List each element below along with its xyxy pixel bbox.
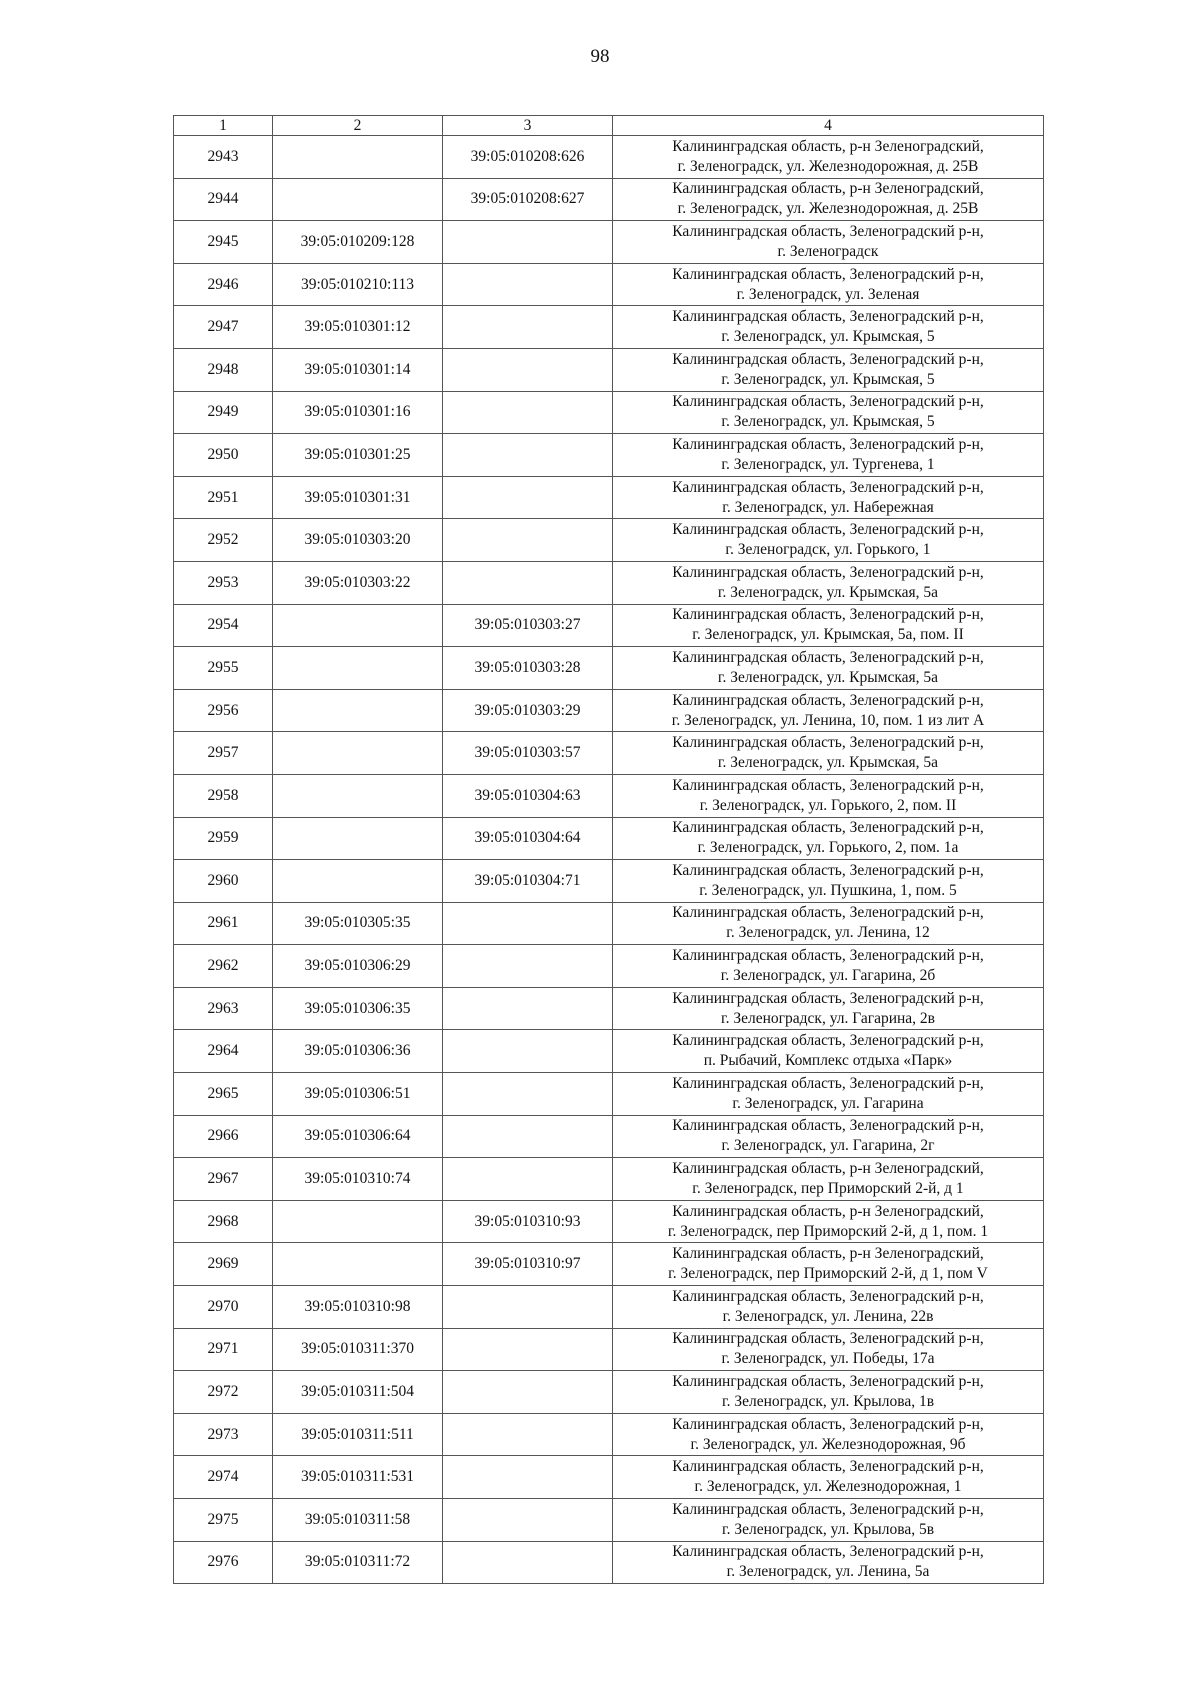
- cadastral-number-cell: 39:05:010303:57: [443, 732, 613, 775]
- address-line: г. Зеленоградск, ул. Пушкина, 1, пом. 5: [699, 881, 957, 899]
- cadastral-number-cell: [273, 604, 443, 647]
- address-line: Калининградская область, Зеленоградский р-н,: [672, 1330, 984, 1348]
- address-line: Калининградская область, Зеленоградский р-н,: [672, 521, 984, 539]
- address-cell: [613, 519, 1044, 562]
- cadastral-number-cell: [443, 1286, 613, 1329]
- row-number-cell: 2962: [174, 945, 273, 988]
- address-line: Калининградская область, Зеленоградский р-н,: [672, 435, 984, 453]
- cadastral-number-cell: [443, 1115, 613, 1158]
- address-line: Калининградская область, Зеленоградский р-н,: [672, 478, 984, 496]
- address-line: г. Зеленоградск, ул. Железнодорожная, д. 25В: [677, 200, 979, 218]
- address-cell: [613, 221, 1044, 264]
- cadastral-number-cell: [443, 306, 613, 349]
- address-line: Калининградская область, Зеленоградский р-н,: [672, 563, 984, 581]
- cadastral-number-cell: 39:05:010304:71: [443, 860, 613, 903]
- address-line: Калининградская область, р-н Зеленоградский,: [672, 1202, 984, 1220]
- table-row: [174, 561, 1044, 604]
- row-number-cell: 2963: [174, 987, 273, 1030]
- table-row: [174, 136, 1044, 179]
- address-line: Калининградская область, Зеленоградский р-н,: [672, 1373, 984, 1391]
- table-row: [174, 306, 1044, 349]
- table-row: [174, 221, 1044, 264]
- table-row: [174, 1499, 1044, 1542]
- cadastral-number-cell: [443, 1073, 613, 1116]
- row-number-cell: 2950: [174, 434, 273, 477]
- row-number-cell: 2958: [174, 774, 273, 817]
- address-cell: [613, 945, 1044, 988]
- address-line: Калининградская область, р-н Зеленоградский,: [672, 180, 984, 198]
- table-row: [174, 391, 1044, 434]
- address-line: Калининградская область, Зеленоградский р-н,: [672, 904, 984, 922]
- table-row: [174, 1413, 1044, 1456]
- table-row: [174, 774, 1044, 817]
- address-line: г. Зеленоградск, ул. Тургенева, 1: [721, 455, 935, 473]
- row-number-cell: 2947: [174, 306, 273, 349]
- row-number-cell: 2949: [174, 391, 273, 434]
- row-number-cell: 2965: [174, 1073, 273, 1116]
- address-cell: [613, 348, 1044, 391]
- address-line: Калининградская область, Зеленоградский р-н,: [672, 819, 984, 837]
- cadastral-number-cell: [443, 1456, 613, 1499]
- table-row: [174, 1371, 1044, 1414]
- row-number-cell: 2954: [174, 604, 273, 647]
- address-cell: [613, 1413, 1044, 1456]
- column-header: 3: [443, 116, 613, 136]
- table-row: [174, 476, 1044, 519]
- address-line: г. Зеленоградск: [777, 242, 879, 260]
- cadastral-number-cell: 39:05:010311:531: [273, 1456, 443, 1499]
- address-line: г. Зеленоградск, ул. Крымская, 5: [721, 413, 935, 431]
- table-row: [174, 1286, 1044, 1329]
- address-line: Калининградская область, Зеленоградский р-н,: [672, 308, 984, 326]
- table-row: [174, 1328, 1044, 1371]
- table-row: [174, 1115, 1044, 1158]
- cadastral-number-cell: 39:05:010301:31: [273, 476, 443, 519]
- row-number-cell: 2975: [174, 1499, 273, 1542]
- address-line: п. Рыбачий, Комплекс отдыха «Парк»: [703, 1052, 953, 1070]
- address-line: г. Зеленоградск, ул. Ленина, 10, пом. 1 из лит А: [671, 711, 985, 729]
- cadastral-number-cell: 39:05:010311:504: [273, 1371, 443, 1414]
- table-row: [174, 348, 1044, 391]
- address-line: г. Зеленоградск, ул. Ленина, 22в: [722, 1307, 934, 1325]
- row-number-cell: 2970: [174, 1286, 273, 1329]
- cadastral-number-cell: [273, 774, 443, 817]
- cadastral-number-cell: [443, 434, 613, 477]
- address-line: Калининградская область, Зеленоградский р-н,: [672, 734, 984, 752]
- row-number-cell: 2959: [174, 817, 273, 860]
- table-row: [174, 1030, 1044, 1073]
- row-number-cell: 2964: [174, 1030, 273, 1073]
- cadastral-number-cell: 39:05:010208:627: [443, 178, 613, 221]
- address-line: Калининградская область, р-н Зеленоградский,: [672, 137, 984, 155]
- address-line: г. Зеленоградск, пер Приморский 2-й, д 1: [692, 1180, 964, 1198]
- cadastral-number-cell: 39:05:010304:63: [443, 774, 613, 817]
- address-cell: [613, 1286, 1044, 1329]
- address-cell: [613, 1200, 1044, 1243]
- row-number-cell: 2973: [174, 1413, 273, 1456]
- address-line: г. Зеленоградск, ул. Гагарина, 2б: [720, 967, 936, 985]
- cadastral-number-cell: [273, 1200, 443, 1243]
- cadastral-number-cell: 39:05:010311:370: [273, 1328, 443, 1371]
- address-line: г. Зеленоградск, ул. Победы, 17а: [721, 1350, 935, 1368]
- address-line: Калининградская область, р-н Зеленоградский,: [672, 1160, 984, 1178]
- cadastral-number-cell: 39:05:010311:72: [273, 1541, 443, 1584]
- address-cell: [613, 1541, 1044, 1584]
- address-line: Калининградская область, Зеленоградский р-н,: [672, 265, 984, 283]
- table-row: [174, 1200, 1044, 1243]
- cadastral-number-cell: 39:05:010311:511: [273, 1413, 443, 1456]
- address-cell: [613, 136, 1044, 179]
- row-number-cell: 2943: [174, 136, 273, 179]
- address-line: г. Зеленоградск, ул. Гагарина: [732, 1094, 924, 1112]
- address-cell: [613, 1456, 1044, 1499]
- cadastral-number-cell: [443, 348, 613, 391]
- cadastral-number-cell: [443, 987, 613, 1030]
- row-number-cell: 2976: [174, 1541, 273, 1584]
- address-line: Калининградская область, Зеленоградский р-н,: [672, 1074, 984, 1092]
- cadastral-number-cell: 39:05:010306:29: [273, 945, 443, 988]
- address-line: г. Зеленоградск, ул. Набережная: [722, 498, 934, 516]
- cadastral-number-cell: 39:05:010306:36: [273, 1030, 443, 1073]
- row-number-cell: 2961: [174, 902, 273, 945]
- cadastral-number-cell: 39:05:010306:35: [273, 987, 443, 1030]
- row-number-cell: 2960: [174, 860, 273, 903]
- address-line: Калининградская область, Зеленоградский р-н,: [672, 1287, 984, 1305]
- address-cell: [613, 178, 1044, 221]
- table-row: [174, 1073, 1044, 1116]
- address-line: г. Зеленоградск, ул. Крымская, 5а: [717, 583, 939, 601]
- table-row: [174, 817, 1044, 860]
- address-line: г. Зеленоградск, ул. Крымская, 5: [721, 370, 935, 388]
- cadastral-number-cell: 39:05:010303:27: [443, 604, 613, 647]
- cadastral-number-cell: [443, 263, 613, 306]
- address-line: Калининградская область, Зеленоградский р-н,: [672, 1543, 984, 1561]
- address-line: г. Зеленоградск, ул. Горького, 2, пом. 1а: [697, 839, 959, 857]
- address-cell: [613, 476, 1044, 519]
- cadastral-number-cell: 39:05:010303:29: [443, 689, 613, 732]
- cadastral-number-cell: 39:05:010310:97: [443, 1243, 613, 1286]
- address-line: г. Зеленоградск, ул. Гагарина, 2г: [721, 1137, 935, 1155]
- address-line: Калининградская область, Зеленоградский р-н,: [672, 1117, 984, 1135]
- address-line: Калининградская область, Зеленоградский р-н,: [672, 1500, 984, 1518]
- address-line: Калининградская область, Зеленоградский р-н,: [672, 776, 984, 794]
- address-line: Калининградская область, Зеленоградский р-н,: [672, 606, 984, 624]
- address-line: Калининградская область, Зеленоградский р-н,: [672, 1458, 984, 1476]
- cadastral-number-cell: 39:05:010210:113: [273, 263, 443, 306]
- address-line: Калининградская область, Зеленоградский р-н,: [672, 691, 984, 709]
- cadastral-number-cell: 39:05:010303:20: [273, 519, 443, 562]
- page-number: 98: [590, 46, 610, 67]
- cadastral-number-cell: [273, 136, 443, 179]
- cadastral-number-cell: 39:05:010305:35: [273, 902, 443, 945]
- address-cell: [613, 774, 1044, 817]
- address-line: г. Зеленоградск, ул. Крымская, 5а: [717, 668, 939, 686]
- cadastral-number-cell: 39:05:010310:98: [273, 1286, 443, 1329]
- cadastral-number-cell: 39:05:010209:128: [273, 221, 443, 264]
- header-row: [174, 116, 1044, 136]
- address-cell: [613, 987, 1044, 1030]
- address-line: г. Зеленоградск, ул. Крымская, 5а, пом. II: [692, 626, 964, 644]
- cadastral-number-cell: [443, 476, 613, 519]
- cadastral-number-cell: 39:05:010301:16: [273, 391, 443, 434]
- address-line: Калининградская область, Зеленоградский р-н,: [672, 947, 984, 965]
- address-line: Калининградская область, Зеленоградский р-н,: [672, 393, 984, 411]
- address-cell: [613, 391, 1044, 434]
- cadastral-number-cell: [443, 1413, 613, 1456]
- table-row: [174, 1158, 1044, 1201]
- cadastral-number-cell: [273, 647, 443, 690]
- address-cell: [613, 263, 1044, 306]
- table-row: [174, 1243, 1044, 1286]
- address-cell: [613, 1371, 1044, 1414]
- address-line: Калининградская область, Зеленоградский р-н,: [672, 1415, 984, 1433]
- cadastral-number-cell: 39:05:010310:74: [273, 1158, 443, 1201]
- address-line: Калининградская область, Зеленоградский р-н,: [672, 989, 984, 1007]
- cadastral-number-cell: [443, 902, 613, 945]
- address-line: г. Зеленоградск, ул. Ленина, 12: [726, 924, 930, 942]
- row-number-cell: 2971: [174, 1328, 273, 1371]
- cadastral-number-cell: [443, 391, 613, 434]
- row-number-cell: 2974: [174, 1456, 273, 1499]
- address-cell: [613, 1073, 1044, 1116]
- row-number-cell: 2945: [174, 221, 273, 264]
- row-number-cell: 2955: [174, 647, 273, 690]
- row-number-cell: 2969: [174, 1243, 273, 1286]
- column-header: 1: [174, 116, 273, 136]
- address-cell: [613, 1115, 1044, 1158]
- table-row: [174, 860, 1044, 903]
- cadastral-number-cell: 39:05:010303:28: [443, 647, 613, 690]
- address-cell: [613, 902, 1044, 945]
- row-number-cell: 2953: [174, 561, 273, 604]
- table-header: [174, 116, 1044, 136]
- cadastral-number-cell: [273, 817, 443, 860]
- cadastral-number-cell: 39:05:010311:58: [273, 1499, 443, 1542]
- address-line: г. Зеленоградск, ул. Крымская, 5а: [717, 754, 939, 772]
- cadastral-number-cell: [443, 1158, 613, 1201]
- address-cell: [613, 860, 1044, 903]
- address-line: Калининградская область, Зеленоградский р-н,: [672, 222, 984, 240]
- address-line: г. Зеленоградск, ул. Горького, 1: [725, 541, 931, 559]
- cadastral-number-cell: [273, 732, 443, 775]
- table-row: [174, 263, 1044, 306]
- cadastral-number-cell: [273, 1243, 443, 1286]
- row-number-cell: 2957: [174, 732, 273, 775]
- address-line: г. Зеленоградск, ул. Зеленая: [736, 285, 920, 303]
- address-line: Калининградская область, Зеленоградский р-н,: [672, 861, 984, 879]
- address-cell: [613, 1158, 1044, 1201]
- address-line: г. Зеленоградск, ул. Горького, 2, пом. II: [699, 796, 957, 814]
- row-number-cell: 2948: [174, 348, 273, 391]
- row-number-cell: 2972: [174, 1371, 273, 1414]
- cadastral-number-cell: [443, 221, 613, 264]
- cadastral-number-cell: [443, 1030, 613, 1073]
- address-line: г. Зеленоградск, ул. Железнодорожная, 1: [694, 1478, 962, 1496]
- row-number-cell: 2946: [174, 263, 273, 306]
- address-line: Калининградская область, р-н Зеленоградский,: [672, 1245, 984, 1263]
- cadastral-number-cell: [273, 860, 443, 903]
- address-cell: [613, 561, 1044, 604]
- cadastral-number-cell: 39:05:010310:93: [443, 1200, 613, 1243]
- row-number-cell: 2952: [174, 519, 273, 562]
- address-line: г. Зеленоградск, пер Приморский 2-й, д 1, пом V: [668, 1265, 988, 1283]
- address-cell: [613, 306, 1044, 349]
- cadastral-number-cell: [443, 1541, 613, 1584]
- column-header: 2: [273, 116, 443, 136]
- table-row: [174, 604, 1044, 647]
- cadastral-number-cell: [443, 1328, 613, 1371]
- table-body: [174, 136, 1044, 1584]
- table-row: [174, 902, 1044, 945]
- address-line: г. Зеленоградск, ул. Крылова, 5в: [721, 1520, 935, 1538]
- address-line: г. Зеленоградск, ул. Железнодорожная, 9б: [690, 1435, 966, 1453]
- table-row: [174, 519, 1044, 562]
- cadastral-number-cell: 39:05:010301:14: [273, 348, 443, 391]
- cadastral-number-cell: [273, 689, 443, 732]
- table-row: [174, 732, 1044, 775]
- address-cell: [613, 817, 1044, 860]
- address-cell: [613, 647, 1044, 690]
- cadastral-number-cell: 39:05:010301:25: [273, 434, 443, 477]
- cadastral-number-cell: 39:05:010304:64: [443, 817, 613, 860]
- cadastral-number-cell: 39:05:010301:12: [273, 306, 443, 349]
- address-line: Калининградская область, Зеленоградский р-н,: [672, 648, 984, 666]
- address-line: Калининградская область, Зеленоградский р-н,: [672, 350, 984, 368]
- address-line: г. Зеленоградск, ул. Ленина, 5а: [726, 1563, 930, 1581]
- address-line: г. Зеленоградск, ул. Железнодорожная, д. 25В: [677, 157, 979, 175]
- address-line: г. Зеленоградск, ул. Гагарина, 2в: [721, 1009, 935, 1027]
- cadastral-number-cell: [443, 561, 613, 604]
- address-line: г. Зеленоградск, ул. Крылова, 1в: [721, 1393, 935, 1411]
- row-number-cell: 2944: [174, 178, 273, 221]
- table-row: [174, 647, 1044, 690]
- address-cell: [613, 434, 1044, 477]
- registry-table: [173, 115, 1044, 1584]
- column-header: 4: [613, 116, 1044, 136]
- table-row: [174, 178, 1044, 221]
- address-line: г. Зеленоградск, пер Приморский 2-й, д 1, пом. 1: [667, 1222, 989, 1240]
- table-row: [174, 1541, 1044, 1584]
- row-number-cell: 2956: [174, 689, 273, 732]
- row-number-cell: 2968: [174, 1200, 273, 1243]
- address-cell: [613, 1030, 1044, 1073]
- cadastral-number-cell: [443, 1371, 613, 1414]
- table-row: [174, 434, 1044, 477]
- cadastral-number-cell: 39:05:010306:51: [273, 1073, 443, 1116]
- cadastral-number-cell: 39:05:010303:22: [273, 561, 443, 604]
- row-number-cell: 2967: [174, 1158, 273, 1201]
- table-row: [174, 987, 1044, 1030]
- address-cell: [613, 604, 1044, 647]
- address-cell: [613, 1243, 1044, 1286]
- row-number-cell: 2966: [174, 1115, 273, 1158]
- address-line: г. Зеленоградск, ул. Крымская, 5: [721, 328, 935, 346]
- row-number-cell: 2951: [174, 476, 273, 519]
- address-cell: [613, 1499, 1044, 1542]
- cadastral-number-cell: [443, 519, 613, 562]
- cadastral-number-cell: [443, 945, 613, 988]
- table-row: [174, 689, 1044, 732]
- cadastral-number-cell: 39:05:010306:64: [273, 1115, 443, 1158]
- cadastral-number-cell: 39:05:010208:626: [443, 136, 613, 179]
- address-cell: [613, 689, 1044, 732]
- cadastral-number-cell: [443, 1499, 613, 1542]
- cadastral-number-cell: [273, 178, 443, 221]
- address-line: Калининградская область, Зеленоградский р-н,: [672, 1032, 984, 1050]
- address-cell: [613, 732, 1044, 775]
- table-row: [174, 945, 1044, 988]
- table-row: [174, 1456, 1044, 1499]
- address-cell: [613, 1328, 1044, 1371]
